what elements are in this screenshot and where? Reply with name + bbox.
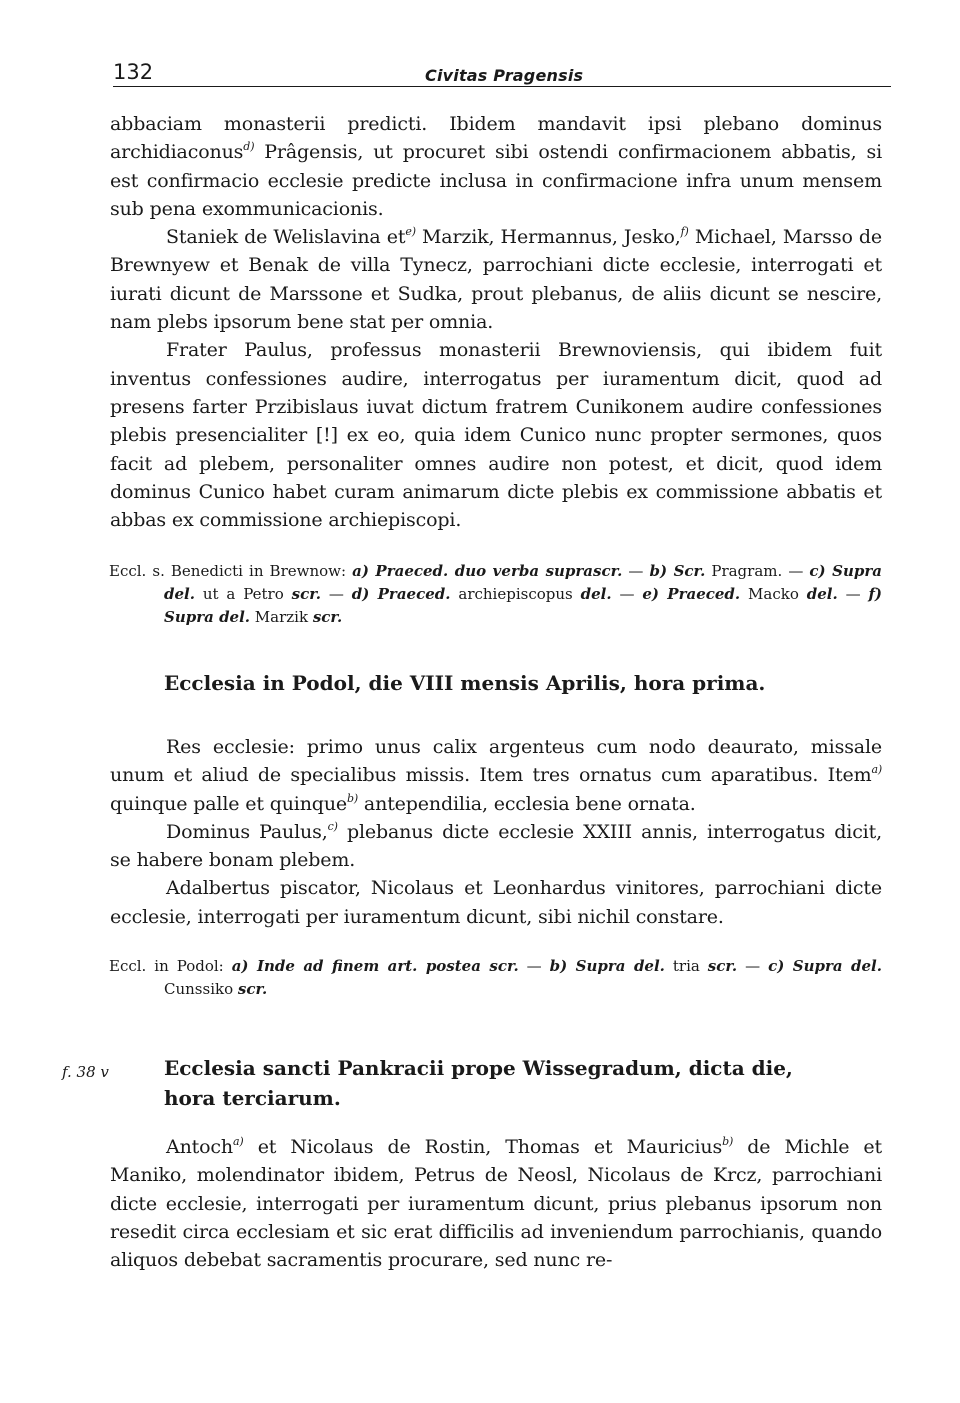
footnote-segment: del.: [806, 585, 838, 603]
footnote-segment: del.: [580, 585, 612, 603]
footnote-segment: —: [622, 562, 650, 580]
footnote-segment: archiepiscopus: [450, 585, 581, 603]
footnote-marker: c): [327, 819, 338, 833]
footnote-segment: Marzik: [250, 608, 313, 626]
footnotes-1: [109, 560, 883, 629]
section-heading: Ecclesia in Podol, die VIII mensis Aprilis, hora prima.: [164, 671, 766, 695]
footnote-segment: scr.: [707, 957, 738, 975]
footnote-segment: Macko: [740, 585, 807, 603]
footnote-segment: —: [320, 585, 352, 603]
footnote-segment: scr.: [312, 608, 343, 626]
running-head: Civitas Pragensis: [425, 66, 584, 85]
paragraph: Adalbertus piscator, Nicolaus et Leonhardus vinitores, parrochiani dicte ecclesie, interrogati per iuramentum dicunt, sibi nichil constare.: [110, 877, 882, 928]
footnote-segment: tria: [664, 957, 708, 975]
footnote-marker: a): [871, 763, 882, 777]
footnote-segment: —: [518, 957, 550, 975]
paragraph: abbaciam monasterii predicti. Ibidem mandavit ipsi plebano dominus archidiaconus$^{d)}$ Prâgensis, ut procuret sibi ostendi confirmacionem abbatis, si est confirmacio ecclesie predicte inclusa in confirmacione infra unum mensem sub pena exommunicacionis.: [110, 113, 882, 220]
page-header: [113, 54, 891, 87]
footnote-marker: b): [722, 1135, 734, 1148]
footnote-segment: scr.: [291, 585, 321, 603]
section-1-body: [110, 110, 882, 534]
footnote-segment: c) Supra del.: [164, 562, 882, 603]
footnote-segment: —: [837, 585, 869, 603]
paragraph: Dominus Paulus,$^{c)}$ plebanus dicte ecclesie XXIII annis, interrogatus dicit, se habere bonam plebem.: [110, 819, 882, 872]
footnote-segment: —: [611, 585, 643, 603]
footnotes-2: [109, 955, 882, 1001]
footnote-marker: f): [680, 225, 689, 239]
footnote-marker: a): [233, 1135, 244, 1148]
footnote-segment: Pragram. —: [705, 562, 810, 580]
footnote-segment: a) Praeced. duo verba suprascr.: [352, 562, 623, 580]
footnote-segment: a) Inde ad finem art. postea scr.: [231, 957, 519, 975]
footnote-segment: b) Scr.: [649, 562, 706, 580]
section-3-body: [110, 1133, 882, 1274]
footnote-segment: f) Supra del.: [164, 585, 883, 626]
footnote-text: [109, 957, 882, 998]
footnote-segment: b) Supra del.: [549, 957, 665, 975]
footnote-segment: e) Praeced.: [642, 585, 741, 603]
paragraph: Antoch$^{a)}$ et Nicolaus de Rostin, Thomas et Mauricius$^{b)}$ de Michle et Maniko, molendinator ibidem, Petrus de Neosl, Nicolaus de Krcz, parrochiani dicte ecclesie, interrogati per iuramentum dicunt, prius plebanus ipsorum non resedit circa ecclesiam et sic erat difficilis ad inveniendum parrochianis, quando aliquos debebat sacramentis procurare, sed nunc re-: [110, 1135, 883, 1272]
footnote-marker: b): [347, 791, 359, 805]
footnote-segment: scr.: [237, 980, 268, 998]
footnote-segment: c) Supra del.: [768, 957, 882, 975]
section-heading: Ecclesia sancti Pankracii prope Wissegradum, dicta die, hora terciarum.: [164, 1056, 793, 1110]
footnote-segment: Cunssiko: [164, 980, 238, 998]
footnote-marker: e): [405, 225, 416, 239]
folio-marker: f. 38 v: [62, 1063, 109, 1081]
footnote-segment: ut a Petro: [194, 585, 292, 603]
footnote-marker: d): [243, 140, 255, 154]
page-number: 132: [113, 60, 154, 84]
footnote-text: [109, 562, 882, 626]
section-2-body: [110, 733, 882, 931]
footnote-segment: d) Praeced.: [351, 585, 451, 603]
footnote-segment: —: [737, 957, 769, 975]
footnote-segment: Eccl. s. Benedicti in Brewnow:: [109, 562, 353, 580]
paragraph: Frater Paulus, professus monasterii Brewnoviensis, qui ibidem fuit inventus confessiones audire, interrogatus per iuramentum dicit, quod ad presens farter Przibislaus iuvat dictum fratrem Cunikonem audire confessiones plebis presencialiter [!] ex eo, quia idem Cunico nunc propter sermones, quos facit ad plebem, personaliter omnes audire non potest, et dicit, quod idem dominus Cunico habet curam animarum dicte plebis ex commissione abbatis et abbas ex commissione archiepiscopi.: [110, 339, 882, 532]
paragraph: Res ecclesie: primo unus calix argenteus cum nodo deaurato, missale unum et aliud de specialibus missis. Item tres ornatus cum aparatibus. Item$^{a)}$ quinque palle et quinque$^{b)}$ antependilia, ecclesia bene ornata.: [110, 736, 882, 815]
footnote-segment: Eccl. in Podol:: [109, 957, 232, 975]
paragraph: Staniek de Welislavina $et^{e)}$ Marzik, Hermannus, Jesko,$^{f)}$ Michael, Marsso de Brewnyew et Benak de villa Tynecz, parrochiani dicte ecclesie, interrogati et iurati dicunt de Marssone et Sudka, prout plebanus, de aliis dicunt se nescire, nam plebs ipsorum bene stat per omnia.: [110, 225, 882, 334]
